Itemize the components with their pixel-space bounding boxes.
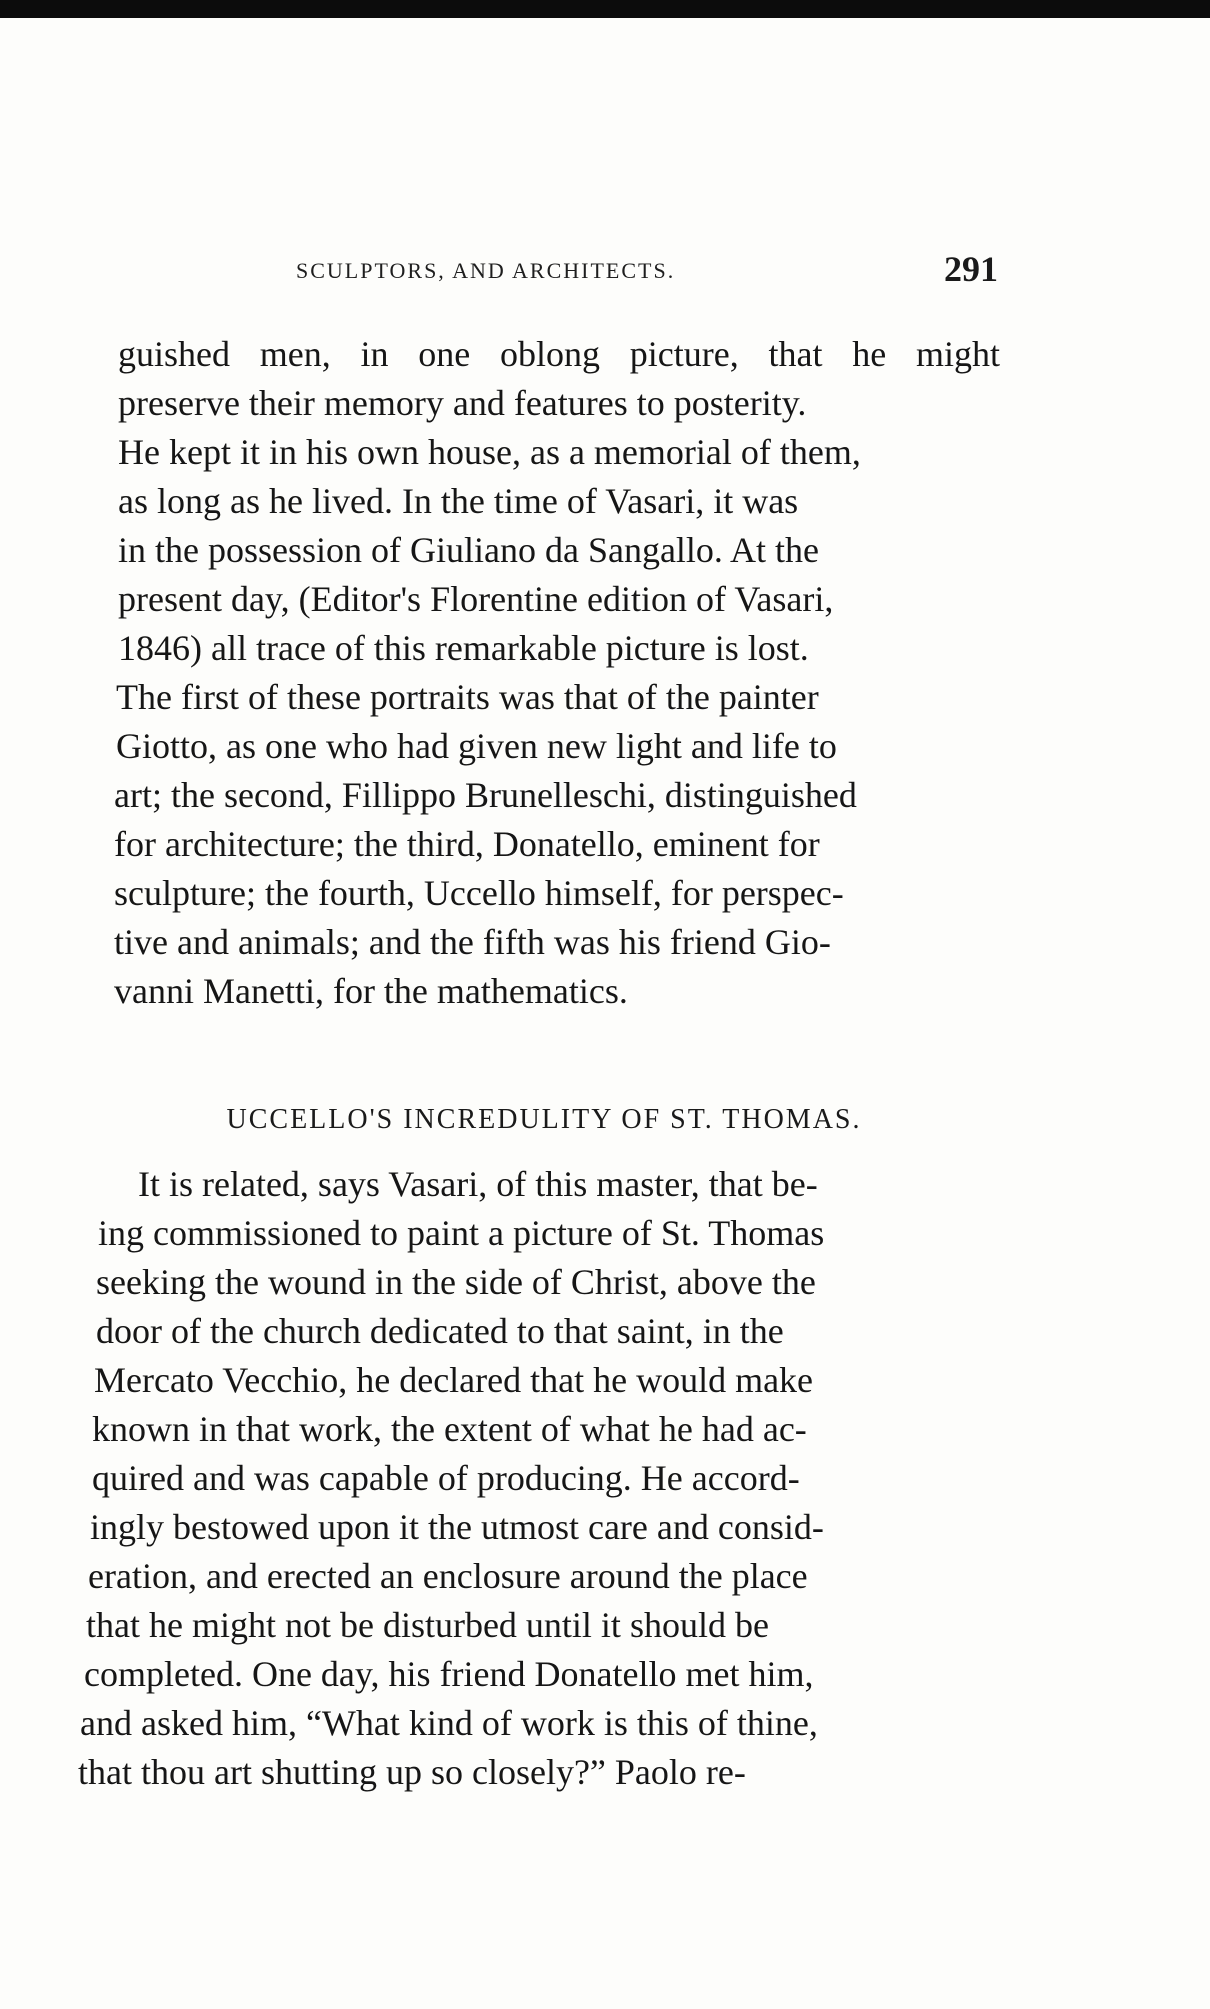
- text-line: He kept it in his own house, as a memorial of them,: [118, 432, 861, 472]
- page-number: 291: [944, 249, 998, 289]
- text-line: and asked him, “What kind of work is this of thine,: [80, 1703, 818, 1743]
- text-line: that thou art shutting up so closely?” Paolo re-: [78, 1752, 746, 1792]
- text-line: door of the church dedicated to that saint, in the: [96, 1311, 784, 1351]
- text-line: as long as he lived. In the time of Vasari, it was: [118, 481, 799, 521]
- text-line: ingly bestowed upon it the utmost care and consid-: [90, 1507, 824, 1547]
- text-line: Giotto, as one who had given new light and life to: [116, 726, 837, 766]
- text-line: present day, (Editor's Florentine edition of Vasari,: [118, 579, 834, 619]
- text-line: completed. One day, his friend Donatello met him,: [84, 1654, 814, 1694]
- scan-top-edge: [0, 0, 1210, 18]
- text-line: known in that work, the extent of what he had ac-: [92, 1409, 807, 1449]
- section-heading: UCCELLO'S INCREDULITY OF ST. THOMAS.: [226, 1104, 862, 1135]
- text-line: for architecture; the third, Donatello, eminent for: [114, 824, 820, 864]
- text-line: preserve their memory and features to posterity.: [118, 383, 807, 423]
- text-line: quired and was capable of producing. He accord-: [92, 1458, 800, 1498]
- text-line: vanni Manetti, for the mathematics.: [114, 971, 628, 1011]
- text-line: that he might not be disturbed until it should be: [86, 1605, 769, 1645]
- text-line: art; the second, Fillippo Brunelleschi, distinguished: [114, 775, 857, 815]
- text-line: seeking the wound in the side of Christ, above the: [96, 1262, 816, 1302]
- text-line: It is related, says Vasari, of this master, that be-: [138, 1164, 818, 1204]
- text-line: ing commissioned to paint a picture of St. Thomas: [98, 1213, 825, 1253]
- text-line: guished men, in one oblong picture, that he might: [118, 334, 1000, 374]
- text-line: sculpture; the fourth, Uccello himself, for perspec-: [114, 873, 844, 913]
- text-line: The first of these portraits was that of the painter: [116, 677, 819, 717]
- text-line: in the possession of Giuliano da Sangallo. At the: [118, 530, 819, 570]
- text-line: Mercato Vecchio, he declared that he would make: [94, 1360, 814, 1400]
- text-line: 1846) all trace of this remarkable picture is lost.: [118, 628, 809, 668]
- text-line: eration, and erected an enclosure around the place: [88, 1556, 808, 1596]
- running-head: SCULPTORS, AND ARCHITECTS.: [296, 258, 676, 283]
- text-line: tive and animals; and the fifth was his friend Gio-: [114, 922, 831, 962]
